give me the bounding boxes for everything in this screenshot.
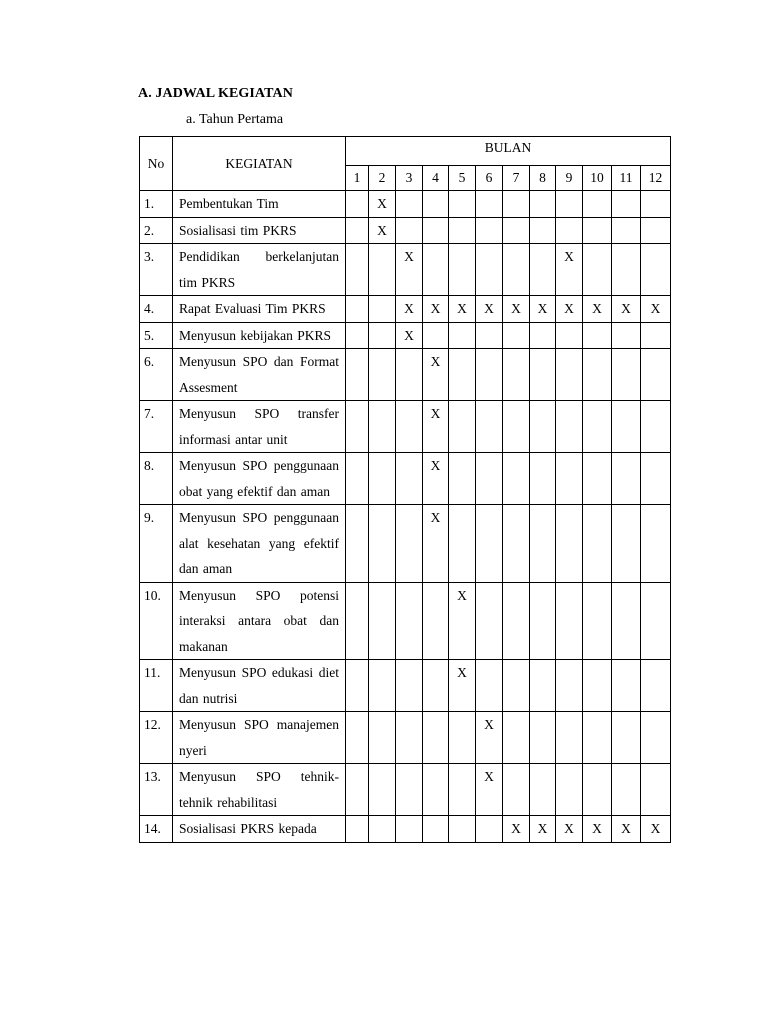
month-mark: X: [449, 582, 476, 660]
table-header: [140, 137, 671, 191]
table-row: [140, 816, 671, 843]
month-mark: X: [612, 816, 641, 843]
activity-name: Menyusun SPO penggunaan obat yang efektif dan aman: [173, 453, 346, 505]
month-cell: [369, 349, 396, 401]
month-cell: [641, 712, 671, 764]
month-mark: X: [423, 349, 449, 401]
month-cell: [369, 505, 396, 583]
month-cell: [612, 453, 641, 505]
month-cell: [449, 816, 476, 843]
month-cell: [476, 244, 503, 296]
month-cell: [346, 660, 369, 712]
month-cell: [583, 660, 612, 712]
activity-name: Menyusun SPO potensi interaksi antara obat dan makanan: [173, 582, 346, 660]
month-cell: [530, 217, 556, 244]
month-cell: [583, 191, 612, 218]
header-kegiatan: KEGIATAN: [173, 137, 346, 191]
month-header-5: 5: [449, 166, 476, 191]
month-cell: [449, 349, 476, 401]
activity-name: Menyusun SPO manajemen nyeri: [173, 712, 346, 764]
month-cell: [583, 244, 612, 296]
month-mark: X: [612, 296, 641, 323]
month-cell: [423, 582, 449, 660]
month-cell: [476, 217, 503, 244]
activity-name: Pendidikan berkelanjutan tim PKRS: [173, 244, 346, 296]
month-cell: [423, 816, 449, 843]
row-number: 11.: [140, 660, 173, 712]
month-cell: [556, 712, 583, 764]
month-cell: [612, 505, 641, 583]
row-number: 8.: [140, 453, 173, 505]
activity-name: Rapat Evaluasi Tim PKRS: [173, 296, 346, 323]
month-mark: X: [503, 296, 530, 323]
table-row: [140, 764, 671, 816]
table-row: [140, 349, 671, 401]
month-cell: [530, 660, 556, 712]
month-cell: [612, 322, 641, 349]
table-row: [140, 660, 671, 712]
month-cell: [423, 191, 449, 218]
month-mark: X: [423, 505, 449, 583]
month-cell: [503, 582, 530, 660]
month-cell: [346, 244, 369, 296]
month-mark: X: [396, 244, 423, 296]
activity-name: Menyusun SPO penggunaan alat kesehatan yang efektif dan aman: [173, 505, 346, 583]
month-cell: [556, 660, 583, 712]
month-mark: X: [556, 244, 583, 296]
month-cell: [369, 244, 396, 296]
row-number: 2.: [140, 217, 173, 244]
row-number: 14.: [140, 816, 173, 843]
month-cell: [530, 582, 556, 660]
month-header-9: 9: [556, 166, 583, 191]
month-cell: [396, 453, 423, 505]
month-cell: [369, 453, 396, 505]
month-mark: X: [556, 296, 583, 323]
month-header-11: 11: [612, 166, 641, 191]
month-mark: X: [396, 296, 423, 323]
row-number: 12.: [140, 712, 173, 764]
month-mark: X: [556, 816, 583, 843]
month-cell: [476, 660, 503, 712]
month-mark: X: [641, 296, 671, 323]
row-number: 7.: [140, 401, 173, 453]
month-cell: [530, 244, 556, 296]
month-mark: X: [476, 296, 503, 323]
month-mark: X: [449, 296, 476, 323]
table-row: [140, 322, 671, 349]
month-cell: [346, 191, 369, 218]
month-cell: [346, 322, 369, 349]
activity-name: Menyusun SPO tehnik-tehnik rehabilitasi: [173, 764, 346, 816]
month-cell: [556, 322, 583, 349]
month-cell: [476, 401, 503, 453]
month-cell: [346, 453, 369, 505]
month-cell: [556, 764, 583, 816]
month-cell: [369, 816, 396, 843]
month-cell: [476, 582, 503, 660]
month-mark: X: [530, 816, 556, 843]
month-cell: [346, 505, 369, 583]
month-mark: X: [530, 296, 556, 323]
activity-name: Menyusun SPO transfer informasi antar unit: [173, 401, 346, 453]
month-cell: [476, 505, 503, 583]
month-header-3: 3: [396, 166, 423, 191]
table-row: [140, 401, 671, 453]
month-cell: [396, 349, 423, 401]
month-cell: [476, 322, 503, 349]
month-cell: [612, 764, 641, 816]
month-cell: [346, 712, 369, 764]
month-cell: [530, 401, 556, 453]
month-mark: X: [369, 191, 396, 218]
month-cell: [449, 712, 476, 764]
month-cell: [583, 453, 612, 505]
month-cell: [583, 322, 612, 349]
section-heading: A. JADWAL KEGIATAN: [138, 86, 293, 101]
month-cell: [503, 764, 530, 816]
month-cell: [396, 401, 423, 453]
month-cell: [396, 660, 423, 712]
month-cell: [503, 191, 530, 218]
month-cell: [556, 191, 583, 218]
month-cell: [346, 217, 369, 244]
month-header-6: 6: [476, 166, 503, 191]
month-mark: X: [476, 764, 503, 816]
month-cell: [530, 322, 556, 349]
month-cell: [583, 505, 612, 583]
month-cell: [612, 217, 641, 244]
month-header-12: 12: [641, 166, 671, 191]
row-number: 1.: [140, 191, 173, 218]
month-mark: X: [369, 217, 396, 244]
month-cell: [612, 191, 641, 218]
table-row: [140, 582, 671, 660]
row-number: 3.: [140, 244, 173, 296]
month-cell: [369, 582, 396, 660]
section-subheading: a. Tahun Pertama: [186, 112, 284, 127]
month-cell: [641, 191, 671, 218]
month-cell: [346, 764, 369, 816]
month-mark: X: [423, 401, 449, 453]
activity-name: Menyusun kebijakan PKRS: [173, 322, 346, 349]
month-cell: [612, 660, 641, 712]
month-cell: [641, 244, 671, 296]
table-row: [140, 217, 671, 244]
month-cell: [641, 349, 671, 401]
month-cell: [503, 712, 530, 764]
month-cell: [346, 349, 369, 401]
row-number: 5.: [140, 322, 173, 349]
month-cell: [641, 505, 671, 583]
month-cell: [369, 764, 396, 816]
month-cell: [612, 582, 641, 660]
month-cell: [556, 349, 583, 401]
month-mark: X: [476, 712, 503, 764]
month-cell: [396, 191, 423, 218]
activity-name: Sosialisasi tim PKRS: [173, 217, 346, 244]
month-header-7: 7: [503, 166, 530, 191]
month-cell: [369, 712, 396, 764]
month-cell: [583, 349, 612, 401]
month-cell: [449, 322, 476, 349]
month-cell: [583, 582, 612, 660]
month-cell: [449, 401, 476, 453]
month-mark: X: [583, 296, 612, 323]
month-cell: [449, 453, 476, 505]
table-row: [140, 505, 671, 583]
month-cell: [556, 505, 583, 583]
month-cell: [530, 453, 556, 505]
month-cell: [641, 660, 671, 712]
month-cell: [423, 217, 449, 244]
month-mark: X: [503, 816, 530, 843]
month-cell: [503, 217, 530, 244]
month-cell: [641, 764, 671, 816]
month-cell: [583, 217, 612, 244]
month-cell: [346, 401, 369, 453]
month-mark: X: [423, 296, 449, 323]
month-cell: [612, 349, 641, 401]
month-cell: [530, 764, 556, 816]
activity-name: Menyusun SPO dan Format Assesment: [173, 349, 346, 401]
row-number: 13.: [140, 764, 173, 816]
month-cell: [449, 217, 476, 244]
schedule-table: [139, 136, 671, 843]
month-cell: [396, 816, 423, 843]
month-mark: X: [423, 453, 449, 505]
month-cell: [612, 244, 641, 296]
month-cell: [503, 505, 530, 583]
row-number: 4.: [140, 296, 173, 323]
month-cell: [530, 505, 556, 583]
month-cell: [423, 660, 449, 712]
row-number: 9.: [140, 505, 173, 583]
month-header-10: 10: [583, 166, 612, 191]
month-cell: [346, 296, 369, 323]
table-row: [140, 453, 671, 505]
month-cell: [503, 322, 530, 349]
month-cell: [423, 322, 449, 349]
month-cell: [396, 582, 423, 660]
month-cell: [641, 582, 671, 660]
month-cell: [346, 582, 369, 660]
month-header-8: 8: [530, 166, 556, 191]
month-cell: [556, 401, 583, 453]
table-row: [140, 191, 671, 218]
month-cell: [396, 217, 423, 244]
month-cell: [449, 191, 476, 218]
month-cell: [641, 401, 671, 453]
month-cell: [583, 401, 612, 453]
month-cell: [556, 217, 583, 244]
month-cell: [396, 764, 423, 816]
month-cell: [369, 401, 396, 453]
month-cell: [449, 764, 476, 816]
month-header-2: 2: [369, 166, 396, 191]
month-cell: [641, 322, 671, 349]
month-cell: [556, 453, 583, 505]
month-cell: [503, 244, 530, 296]
month-cell: [641, 217, 671, 244]
month-cell: [423, 764, 449, 816]
month-cell: [612, 401, 641, 453]
activity-name: Pembentukan Tim: [173, 191, 346, 218]
month-cell: [641, 453, 671, 505]
month-cell: [503, 453, 530, 505]
month-cell: [476, 453, 503, 505]
month-header-1: 1: [346, 166, 369, 191]
month-cell: [530, 349, 556, 401]
month-cell: [369, 322, 396, 349]
table-row: [140, 244, 671, 296]
month-cell: [449, 505, 476, 583]
table-row: [140, 296, 671, 323]
activity-name: Menyusun SPO edukasi diet dan nutrisi: [173, 660, 346, 712]
month-cell: [530, 712, 556, 764]
row-number: 6.: [140, 349, 173, 401]
month-mark: X: [583, 816, 612, 843]
header-bulan: BULAN: [346, 137, 671, 166]
month-mark: X: [641, 816, 671, 843]
month-cell: [556, 582, 583, 660]
month-cell: [583, 712, 612, 764]
month-cell: [503, 349, 530, 401]
month-cell: [476, 816, 503, 843]
month-cell: [530, 191, 556, 218]
month-cell: [423, 244, 449, 296]
month-cell: [612, 712, 641, 764]
month-cell: [369, 660, 396, 712]
month-header-4: 4: [423, 166, 449, 191]
month-cell: [396, 712, 423, 764]
month-mark: X: [396, 322, 423, 349]
month-cell: [503, 401, 530, 453]
month-cell: [583, 764, 612, 816]
header-no: No: [140, 137, 173, 191]
month-cell: [396, 505, 423, 583]
month-cell: [423, 712, 449, 764]
month-mark: X: [449, 660, 476, 712]
table-body: [140, 191, 671, 843]
month-cell: [476, 191, 503, 218]
month-cell: [346, 816, 369, 843]
month-cell: [503, 660, 530, 712]
month-cell: [476, 349, 503, 401]
table-row: [140, 712, 671, 764]
month-cell: [369, 296, 396, 323]
row-number: 10.: [140, 582, 173, 660]
activity-name: Sosialisasi PKRS kepada: [173, 816, 346, 843]
month-cell: [449, 244, 476, 296]
